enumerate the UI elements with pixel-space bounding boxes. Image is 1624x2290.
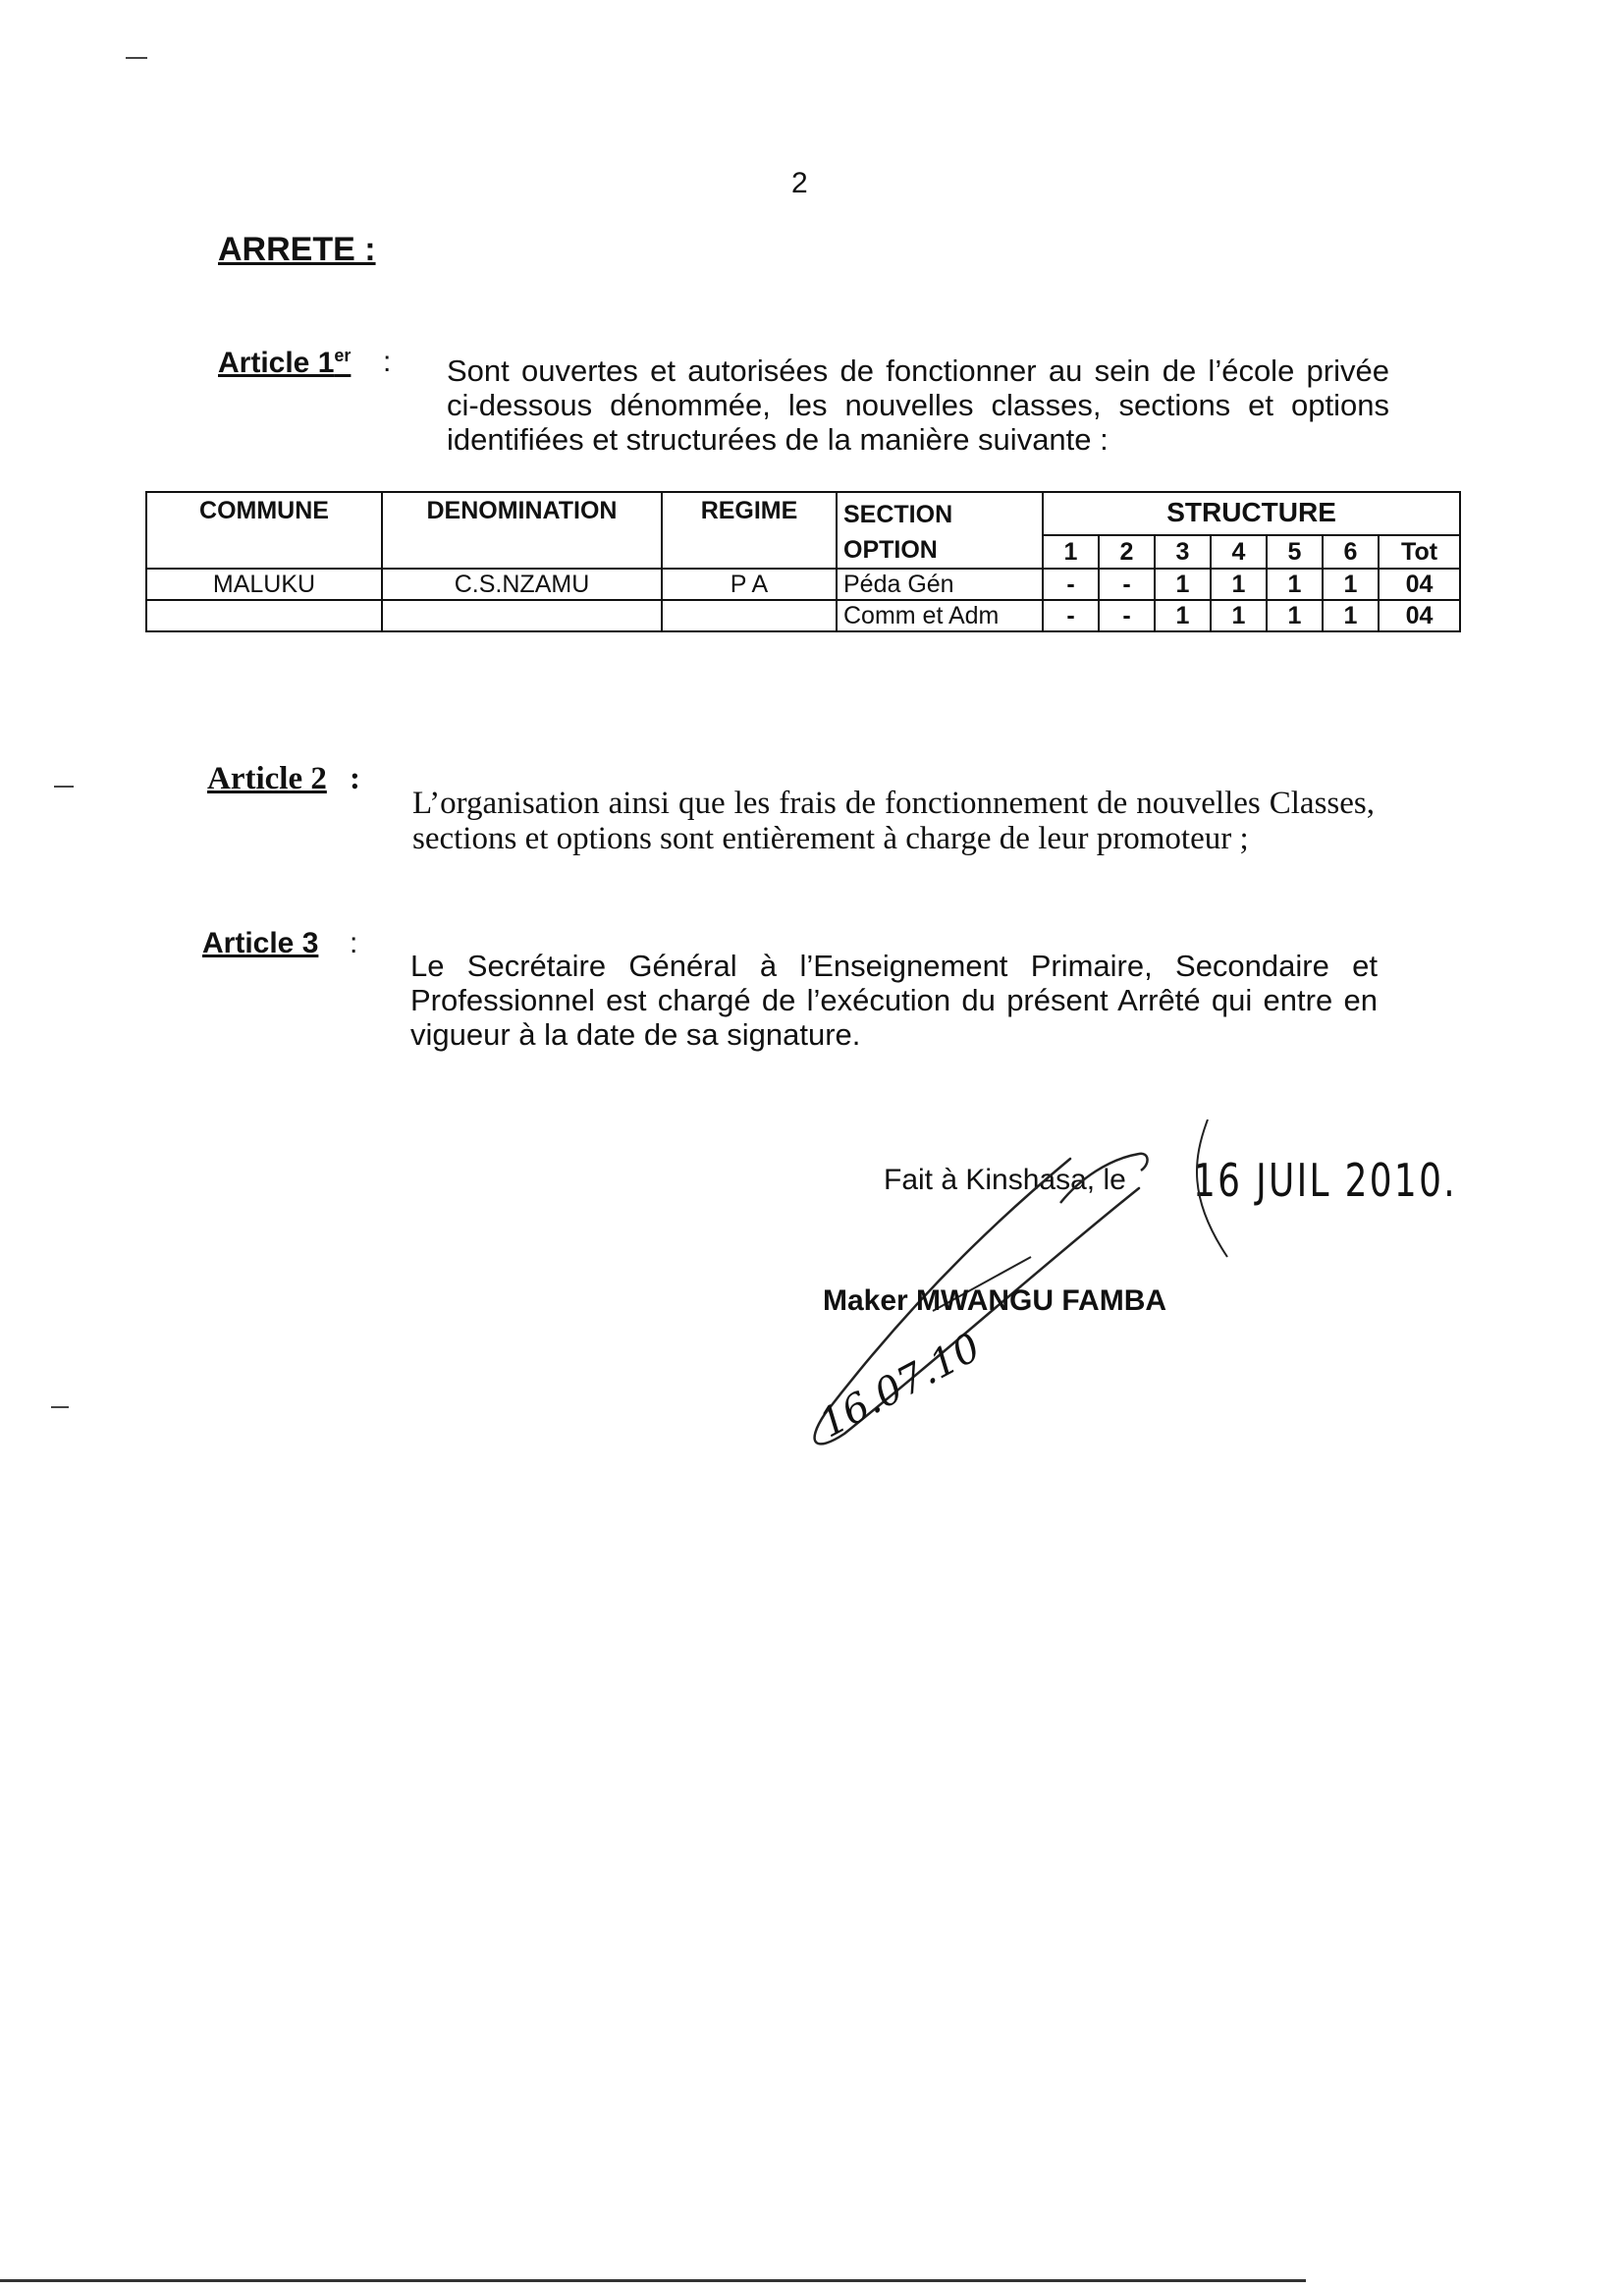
cell-structure: 1 <box>1211 600 1267 631</box>
cell-structure: 1 <box>1155 600 1211 631</box>
article-3-colon: : <box>350 927 358 959</box>
structure-col-3: 3 <box>1155 535 1211 569</box>
structure-col-4: 4 <box>1211 535 1267 569</box>
structure-col-6: 6 <box>1323 535 1379 569</box>
margin-mark <box>126 57 147 59</box>
cell-structure: - <box>1099 569 1155 600</box>
structure-table <box>145 491 1461 632</box>
cell-denomination: C.S.NZAMU <box>382 569 662 600</box>
cell-structure: 1 <box>1323 600 1379 631</box>
article-3-label: Article 3 <box>202 927 319 959</box>
article-1-text: Sont ouvertes et autorisées de fonctionner au sein de l’école privée ci-dessous dénommée, les nouvelles classes, sections et options identifiées et structurées de la manière suivante : <box>447 354 1389 457</box>
cell-total: 04 <box>1379 600 1460 631</box>
cell-commune: MALUKU <box>146 569 382 600</box>
cell-denomination <box>382 600 662 631</box>
header-section-option: SECTION OPTION <box>837 492 1043 569</box>
cell-structure: 1 <box>1267 600 1323 631</box>
date-stamp: 16 JUIL 2010. <box>1193 1154 1458 1207</box>
article-2-text: L’organisation ainsi que les frais de fonctionnement de nouvelles Classes, sections et options sont entièrement à charge de leur promoteur ; <box>412 786 1375 856</box>
cell-structure: 1 <box>1323 569 1379 600</box>
structure-col-5: 5 <box>1267 535 1323 569</box>
article-2-colon: : <box>350 761 360 796</box>
table-row <box>146 569 1460 600</box>
signatory-name: Maker MWANGU FAMBA <box>823 1284 1167 1317</box>
cell-regime <box>662 600 837 631</box>
cell-structure: - <box>1043 569 1099 600</box>
header-regime: REGIME <box>662 492 837 569</box>
header-commune: COMMUNE <box>146 492 382 569</box>
cell-structure: 1 <box>1211 569 1267 600</box>
article-1-label: Article 1er <box>218 346 352 379</box>
table-row <box>146 600 1460 631</box>
margin-mark <box>51 1406 69 1408</box>
margin-mark <box>54 786 74 788</box>
header-structure: STRUCTURE <box>1043 492 1460 535</box>
structure-col-2: 2 <box>1099 535 1155 569</box>
article-3-text: Le Secrétaire Général à l’Enseignement Primaire, Secondaire et Professionnel est chargé de l’exécution du présent Arrêté qui entre en vigueur à la date de sa signature. <box>410 949 1378 1052</box>
table-header-row <box>146 492 1460 535</box>
article-2-label: Article 2 <box>207 761 327 796</box>
bottom-rule <box>0 2279 1306 2282</box>
arrete-heading: ARRETE : <box>218 231 376 268</box>
cell-structure: - <box>1043 600 1099 631</box>
article-1-colon: : <box>383 346 392 378</box>
cell-structure: - <box>1099 600 1155 631</box>
cell-section: Comm et Adm <box>837 600 1043 631</box>
cell-total: 04 <box>1379 569 1460 600</box>
cell-structure: 1 <box>1267 569 1323 600</box>
cell-section: Péda Gén <box>837 569 1043 600</box>
structure-col-tot: Tot <box>1379 535 1460 569</box>
cell-commune <box>146 600 382 631</box>
stamp-flourish <box>1197 1119 1227 1257</box>
page-number: 2 <box>791 167 808 199</box>
cell-structure: 1 <box>1155 569 1211 600</box>
cell-regime: P A <box>662 569 837 600</box>
signature-initials <box>1060 1154 1148 1203</box>
handwritten-date: 16.07.10 <box>812 1325 989 1447</box>
header-denomination: DENOMINATION <box>382 492 662 569</box>
place-and-date-prefix: Fait à Kinshasa, le <box>884 1164 1126 1196</box>
structure-col-1: 1 <box>1043 535 1099 569</box>
